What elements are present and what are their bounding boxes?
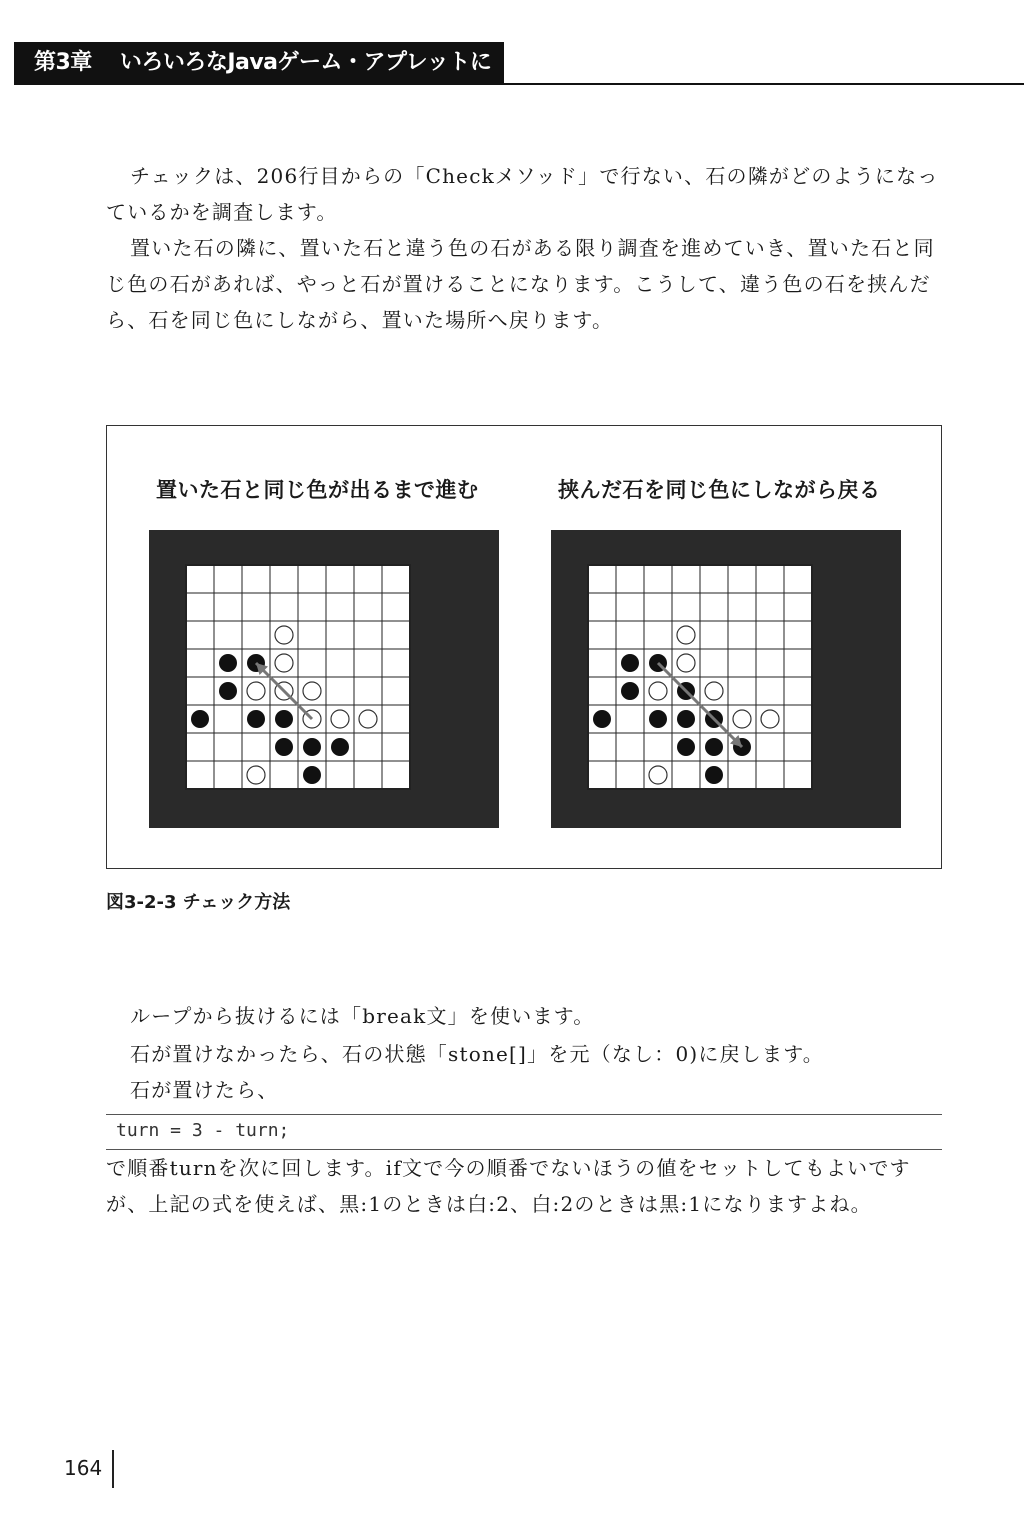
white-stone <box>649 682 667 700</box>
white-stone <box>705 682 723 700</box>
left-board-panel <box>149 530 499 828</box>
figure-caption: 図3-2-3 チェック方法 <box>106 892 291 913</box>
page-number: 164 <box>64 1456 103 1480</box>
black-stone <box>219 654 237 672</box>
white-stone <box>677 626 695 644</box>
chapter-tab <box>14 42 504 117</box>
black-stone <box>705 766 723 784</box>
white-stone <box>677 654 695 672</box>
body-paragraph-3: 石が置けたら、 <box>130 1078 279 1102</box>
white-stone <box>303 682 321 700</box>
black-stone <box>705 738 723 756</box>
white-stone <box>275 626 293 644</box>
body-paragraph-4: で順番turnを次に回します。if文で今の順番でないほうの値をセットしてもよいですが、上記の式を使えば、黒:1のときは白:2、白:2のときは黒:1になりますよね。 <box>106 1156 911 1216</box>
chapter-number: 第3章 <box>34 50 92 75</box>
black-stone <box>331 738 349 756</box>
white-stone <box>359 710 377 728</box>
black-stone <box>593 710 611 728</box>
black-stone <box>677 738 695 756</box>
black-stone <box>275 710 293 728</box>
black-stone <box>677 710 695 728</box>
black-stone <box>303 738 321 756</box>
right-othello-board <box>551 530 901 828</box>
chapter-title: いろいろなJavaゲーム・アプレットに挑戦！ <box>34 50 492 117</box>
right-figure-title: 挟んだ石を同じ色にしながら戻る <box>558 478 881 502</box>
black-stone <box>219 682 237 700</box>
black-stone <box>303 766 321 784</box>
right-board-panel <box>551 530 901 828</box>
body-paragraph-1: ループから抜けるには「break文」を使います。 <box>130 1004 595 1028</box>
header-rule <box>14 83 1024 85</box>
white-stone <box>275 654 293 672</box>
white-stone <box>331 710 349 728</box>
black-stone <box>247 710 265 728</box>
white-stone <box>247 682 265 700</box>
white-stone <box>761 710 779 728</box>
code-snippet <box>106 1114 942 1150</box>
intro-paragraph-1: チェックは、206行目からの「Checkメソッド」で行ない、石の隣がどのようになっているかを調査します。 <box>106 164 939 224</box>
white-stone <box>733 710 751 728</box>
black-stone <box>621 654 639 672</box>
white-stone <box>649 766 667 784</box>
left-othello-board <box>149 530 499 828</box>
intro-paragraph-2: 置いた石の隣に、置いた石と違う色の石がある限り調査を進めていき、置いた石と同じ色の石があれば、やっと石が置けることになります。こうして、違う色の石を挟んだら、石を同じ色にしながら、置いた場所へ戻ります。 <box>106 236 935 332</box>
body-paragraph-2: 石が置けなかったら、石の状態「stone[]」を元（なし：0)に戻します。 <box>130 1042 824 1066</box>
code-line: turn = 3 - turn; <box>116 1120 290 1141</box>
left-figure-title: 置いた石と同じ色が出るまで進む <box>156 478 479 502</box>
black-stone <box>649 710 667 728</box>
white-stone <box>247 766 265 784</box>
black-stone <box>191 710 209 728</box>
page-number-rule <box>112 1450 114 1488</box>
chapter-header <box>0 42 1024 117</box>
black-stone <box>621 682 639 700</box>
black-stone <box>275 738 293 756</box>
